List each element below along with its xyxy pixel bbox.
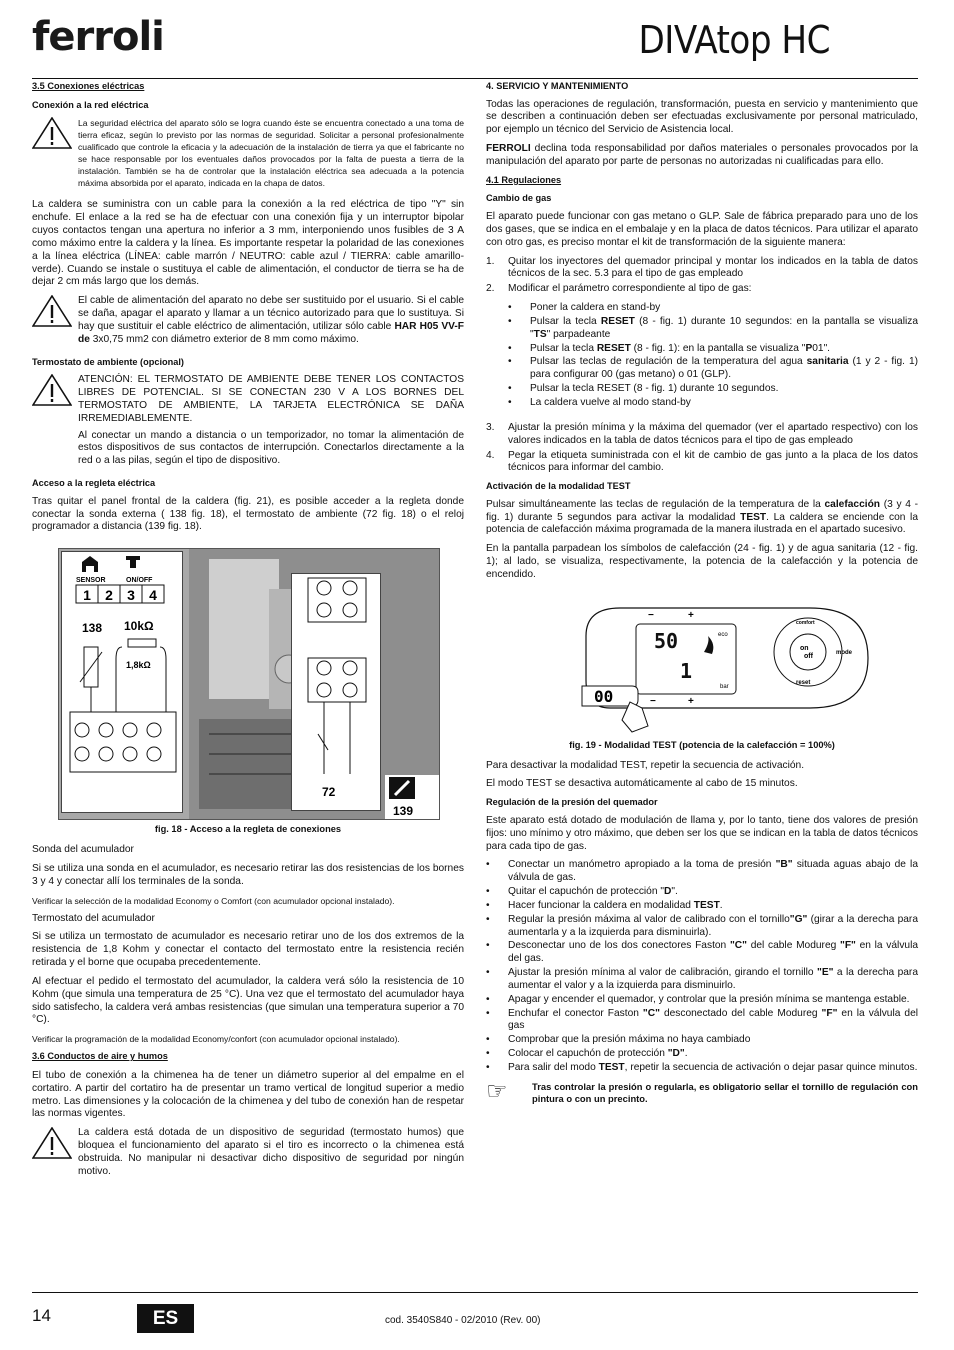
- termostato-acumulador-title: Termostato del acumulador: [32, 912, 155, 924]
- sensor-label: SENSOR: [76, 577, 106, 585]
- test-paragraph: Pulsar simultáneamente las teclas de regulación de la temperatura de la calefacción (3 y 4 - fig. 1) durante 5 segundos para activar la modalidad TEST. La caldera se enciende con la potencia de calefacción máxima programada de la manera ilustrada en el apartado sucesivo.: [486, 498, 918, 536]
- verificar-2: Verificar la programación de la modalidad Economy/confort (con acumulador opcional instalado).: [32, 1034, 400, 1045]
- humos-paragraph: El tubo de conexión a la chimenea ha de tener un diámetro superior al del empalme en el cortatiro. A partir del cortatiro ha de presentar un tramo vertical de longitud superior a medio metro. Las dimensiones y la colocación de la chimenea y del tubo de conexión han de respetar las normas vigentes.: [32, 1069, 464, 1120]
- plus-button-bottom: +: [688, 695, 694, 707]
- list-item: • Conectar un manómetro apropiado a la toma de presión "B" situada aguas abajo de la válvula de gas.: [486, 859, 918, 884]
- list-item: • Ajustar la presión mínima al valor de calibración, girando el tornillo "E" a la derecha para aumentar el valor y a la izquierda para disminuirlo.: [486, 967, 918, 991]
- figure-19-caption: fig. 19 - Modalidad TEST (potencia de la calefacción = 100%): [569, 739, 835, 750]
- minus-button-top: −: [648, 609, 654, 621]
- section-4-title: 4. SERVICIO Y MANTENIMIENTO: [486, 81, 629, 91]
- warning-icon: [32, 117, 72, 149]
- terminal-panel-left: [61, 551, 183, 813]
- figure-18-connections: [58, 548, 440, 820]
- verificar-1: Verificar la selección de la modalidad Economy o Comfort (con acumulador opcional instalado).: [32, 895, 395, 906]
- label-10k: 10kΩ: [124, 619, 154, 634]
- list-item: • Pulsar la tecla RESET (8 - fig. 1): en la pantalla se visualiza "P01".: [508, 342, 831, 354]
- termostato-title: Termostato de ambiente (opcional): [32, 356, 184, 367]
- warning-humos: [32, 1127, 464, 1182]
- terminal-2: 2: [105, 587, 113, 604]
- document-code: cod. 3540S840 - 02/2010 (Rev. 00): [385, 1315, 541, 1326]
- cambio-gas-title: Cambio de gas: [486, 193, 552, 204]
- section-3-6-title: 3.6 Conductos de aire y humos: [32, 1051, 168, 1062]
- pointing-hand-icon: ☞: [486, 1077, 508, 1105]
- section-3-5-title: 3.5 Conexiones eléctricas: [32, 81, 145, 91]
- footer-rule: [32, 1292, 918, 1293]
- list-item: • Colocar el capuchón de protección "D".: [486, 1048, 688, 1060]
- right-column: [486, 80, 918, 1115]
- pedido-paragraph: Al efectuar el pedido el termostato del acumulador, la caldera verá sólo la resistencia de 10 Kohm (que simula una temperatura de 25 °C). Una vez que el termostato del acumulador haya sido satisfecho, la caldera verá ambas resistencias (que simulan una temperatura superior a 70 °C).: [32, 975, 464, 1026]
- regulacion-bullets: [486, 859, 918, 1075]
- warning-earth: [32, 117, 464, 193]
- sonda-paragraph: Si se utiliza una sonda en el acumulador, es necesario retirar las dos resistencias de los bornes 3 y 4 y conectar allí los terminales de la sonda.: [32, 862, 464, 887]
- warning-icon: [32, 1127, 72, 1159]
- list-item: 4. Pegar la etiqueta suministrada con el kit de cambio de gas junto a la placa de los datos técnicos para informar del cambio.: [486, 449, 918, 474]
- label-139: 139: [393, 804, 414, 819]
- minus-button-bottom: −: [650, 695, 656, 707]
- terminal-4: 4: [149, 587, 157, 604]
- comfort-label: comfort: [796, 619, 815, 626]
- conexion-red-title: Conexión a la red eléctrica: [32, 99, 149, 110]
- sonda-title: Sonda del acumulador: [32, 843, 134, 855]
- warning-cable-text: El cable de alimentación del aparato no debe ser sustituido por el usuario. Si el cable se daña, apagar el aparato y llamar a un técnico autorizado para que lo sustituya. Si hay que sustituir el cable eléctrico de alimentación, utilizar sólo cable HAR H05 VV-F de 3x0,75 mm2 con diámetro exterior de 8 mm como máximo.: [78, 295, 464, 345]
- todas-paragraph: Todas las operaciones de regulación, transformación, puesta en servicio y mantenimiento que se describen a continuación deben ser efectuadas exclusivamente por personal matriculado, por ejemplo un técnico del Servicio de Asistencia local.: [486, 98, 918, 136]
- gas-steps-2: [486, 422, 918, 475]
- list-item: • Enchufar el conector Faston "C" desconectado del cable Modureg "F" en la válvula del gas: [486, 1007, 918, 1032]
- cable-paragraph: La caldera se suministra con un cable para la conexión a la red eléctrica de tipo "Y" sin enchufe. El enlace a la red se ha de efectuar con una conexión fija y un interruptor bipolar cuyos contactos tengan una apertura no inferior a 3 mm, interponiendo unos fusibles de 3 A como máximo entre la caldera y la línea. Es importante respetar la polaridad de las conexiones a la línea eléctrica (LÍNEA: cable marrón / NEUTRO: cable azul / TIERRA: cable amarillo-verde). Cuando se instale o sustituya el cable de alimentación, el conductor de tierra se ha de dejar 2 cm más largo que los demás.: [32, 199, 464, 288]
- list-item: • Hacer funcionar la caldera en modalidad TEST.: [486, 899, 723, 911]
- gas-steps: [486, 256, 918, 297]
- onoff-label: ON/OFF: [126, 577, 153, 585]
- display-value-1: 50: [654, 628, 679, 653]
- warning-icon: [32, 295, 72, 327]
- list-item: 1. Quitar los inyectores del quemador principal y montar los indicados en la tabla de datos técnicos de la sec. 5.3 para el tipo de gas empleado: [486, 255, 918, 280]
- mando-distancia-text: Al conectar un mando a distancia o un temporizador, no tomar la alimentación de estos dispositivos de sus contactos de interrupción. Conectarlos directamente a la red o a las pilas, según el tipo de dispositivo.: [78, 429, 464, 467]
- section-4-1-title: 4.1 Regulaciones: [486, 174, 562, 185]
- warning-icon: [32, 374, 72, 406]
- on-label: on: [800, 644, 809, 652]
- terminal-panel-right: [291, 573, 381, 811]
- list-item: • Pulsar las teclas de regulación de la temperatura del agua sanitaria (1 y 2 - fig. 1) para configurar 00 (gas metano) o 01 (GLP).: [508, 356, 919, 381]
- terminal-3: 3: [127, 587, 135, 604]
- parpadean-paragraph: En la pantalla parpadean los símbolos de calefacción (24 - fig. 1) y de agua sanitaria (12 - fig. 1); al lado, se visualiza, respectivamente, la potencia de la calefacción y la potencia de encendido.: [486, 543, 918, 580]
- note-seal-text: Tras controlar la presión o regularla, es obligatorio sellar el tornillo de regulación con pintura o con un precinto.: [532, 1080, 918, 1104]
- ferroli-paragraph: FERROLI declina toda responsabilidad por daños materiales o personales provocados por la manipulación del aparato por parte de personas no autorizadas ni cualificadas para ello.: [486, 143, 918, 167]
- page-number: 14: [32, 1306, 51, 1325]
- terminal-1: 1: [83, 587, 91, 604]
- label-138: 138: [82, 621, 103, 636]
- header-rule: [32, 78, 918, 79]
- list-item: • Regular la presión máxima al valor de calibrado con el tornillo"G" (girar a la derecha para aumentarla y a la izquierda para disminuirla).: [486, 913, 918, 938]
- desactivar-paragraph: Para desactivar la modalidad TEST, repetir la secuencia de activación.: [486, 759, 805, 771]
- off-label: off: [804, 652, 813, 660]
- display-value-2: 1: [680, 658, 693, 683]
- language-badge: ES: [137, 1304, 194, 1333]
- list-item: 2. Modificar el parámetro correspondiente al tipo de gas:: [486, 283, 752, 295]
- clock-programmer-box: [385, 775, 439, 819]
- model-title: DIVAtop HC: [638, 18, 830, 62]
- termostato-acumulador-paragraph: Si se utiliza un termostato de acumulador es necesario retirar uno de los dos extremos de la resistencia de 1,8 Kohm y conectar el contacto del termostato entre la resistencia recién retirada y el borne que ocupaba precedentemente.: [32, 931, 464, 969]
- test-title: Activación de la modalidad TEST: [486, 481, 631, 492]
- warning-cable: [32, 295, 464, 350]
- label-72: 72: [322, 785, 336, 800]
- eco-label: eco: [718, 631, 728, 638]
- list-item: • La caldera vuelve al modo stand-by: [508, 396, 691, 408]
- list-item: 3. Ajustar la presión mínima y la máxima del quemador (ver el apartado respectivo) con los valores indicados en la tabla de datos técnicos para el tipo de gas empleado: [486, 421, 918, 446]
- list-item: • Quitar el capuchón de protección "D".: [486, 886, 678, 898]
- warning-termostato-text: ATENCIÓN: EL TERMOSTATO DE AMBIENTE DEBE TENER LOS CONTACTOS LIBRES DE POTENCIAL. SI SE CONECTAN 230 V A LOS BORNES DEL TERMOSTATO DE AMBIENTE, LA TARJETA ELECTRÓNICA SE DAÑA IRREMEDIABLEMENTE.: [78, 374, 464, 424]
- bar-label: bar: [720, 683, 729, 690]
- list-item: • Pulsar la tecla RESET (8 - fig. 1) durante 10 segundos.: [508, 383, 779, 395]
- list-item: • Desconectar uno de los dos conectores Faston "C" del cable Modureg "F" en la válvula del gas.: [486, 940, 919, 965]
- warning-humos-text: La caldera está dotada de un dispositivo de seguridad (termostato humos) que bloquea el funcionamiento del aparato si el tiro es incorrecto o la chimenea está obstruida. No manipular ni desactivar dicho dispositivo de seguridad por ningún motivo.: [78, 1127, 464, 1177]
- warning-termostato: [32, 374, 464, 472]
- regulacion-paragraph: Este aparato está dotado de modulación de llama y, por lo tanto, tiene dos valores de presión fijos: uno mínimo y otro máximo, que deben ser los que se indican en la tabla de datos técnicos para cada tipo de gas.: [486, 814, 918, 852]
- reset-label: reset: [796, 679, 811, 686]
- list-item: • Comprobar que la presión máxima no haya cambiado: [486, 1034, 751, 1046]
- label-1-8k: 1,8kΩ: [126, 660, 151, 671]
- warning-earth-text: La seguridad eléctrica del aparato sólo se logra cuando éste se encuentra conectado a una toma de tierra eficaz, según lo previsto por las normas de seguridad. Solicitar a personal profesionalmente cualificado que controle la eficacia y la adecuación de la instalación de tierra ya que el fabricante no se hace responsable por los eventuales daños provocados por la falta de puesta a tierra de la instalación. También se ha de controlar que la instalación eléctrica sea adecuada a la potencia máxima absorbida por el aparato, indicada en la chapa de datos.: [78, 118, 464, 189]
- list-item: • Poner la caldera en stand-by: [508, 302, 661, 314]
- auto-paragraph: El modo TEST se desactiva automáticamente al cabo de 15 minutos.: [486, 778, 798, 790]
- figure-19-control-panel: [580, 594, 876, 736]
- figure-18-caption: fig. 18 - Acceso a la regleta de conexiones: [154, 824, 342, 835]
- display-value-3: 00: [594, 686, 614, 706]
- note-seal: [486, 1077, 918, 1109]
- regulacion-title: Regulación de la presión del quemador: [486, 797, 658, 808]
- ferroli-logo: ferroli: [32, 14, 164, 60]
- acceso-title: Acceso a la regleta eléctrica: [32, 478, 156, 489]
- list-item: • Para salir del modo TEST, repetir la secuencia de activación o dejar pasar quince minutos.: [486, 1062, 918, 1074]
- left-column: [32, 80, 464, 1189]
- list-item: • Pulsar la tecla RESET (8 - fig. 1) durante 10 segundos: en la pantalla se visualiza "TS" parpadeante: [508, 315, 918, 340]
- list-item: • Apagar y encender el quemador, y controlar que la presión mínima se mantenga estable.: [486, 993, 910, 1005]
- gas-param-bullets: [508, 302, 918, 410]
- gas-paragraph: El aparato puede funcionar con gas metano o GLP. Sale de fábrica preparado para uno de los dos gases, que se indica en el embalaje y en la placa de datos técnicos. Para utilizar el aparato con otro gas, es preciso montar el kit de transformación de la siguiente manera:: [486, 211, 918, 248]
- mode-label: mode: [836, 649, 853, 656]
- plus-button-top: +: [688, 609, 694, 621]
- acceso-paragraph: Tras quitar el panel frontal de la caldera (fig. 21), es posible acceder a la regleta donde conectar la sonda externa ( 138 fig. 18), el termostato de ambiente (72 fig. 18) o el reloj programador a distancia (139 fig. 18).: [32, 495, 464, 533]
